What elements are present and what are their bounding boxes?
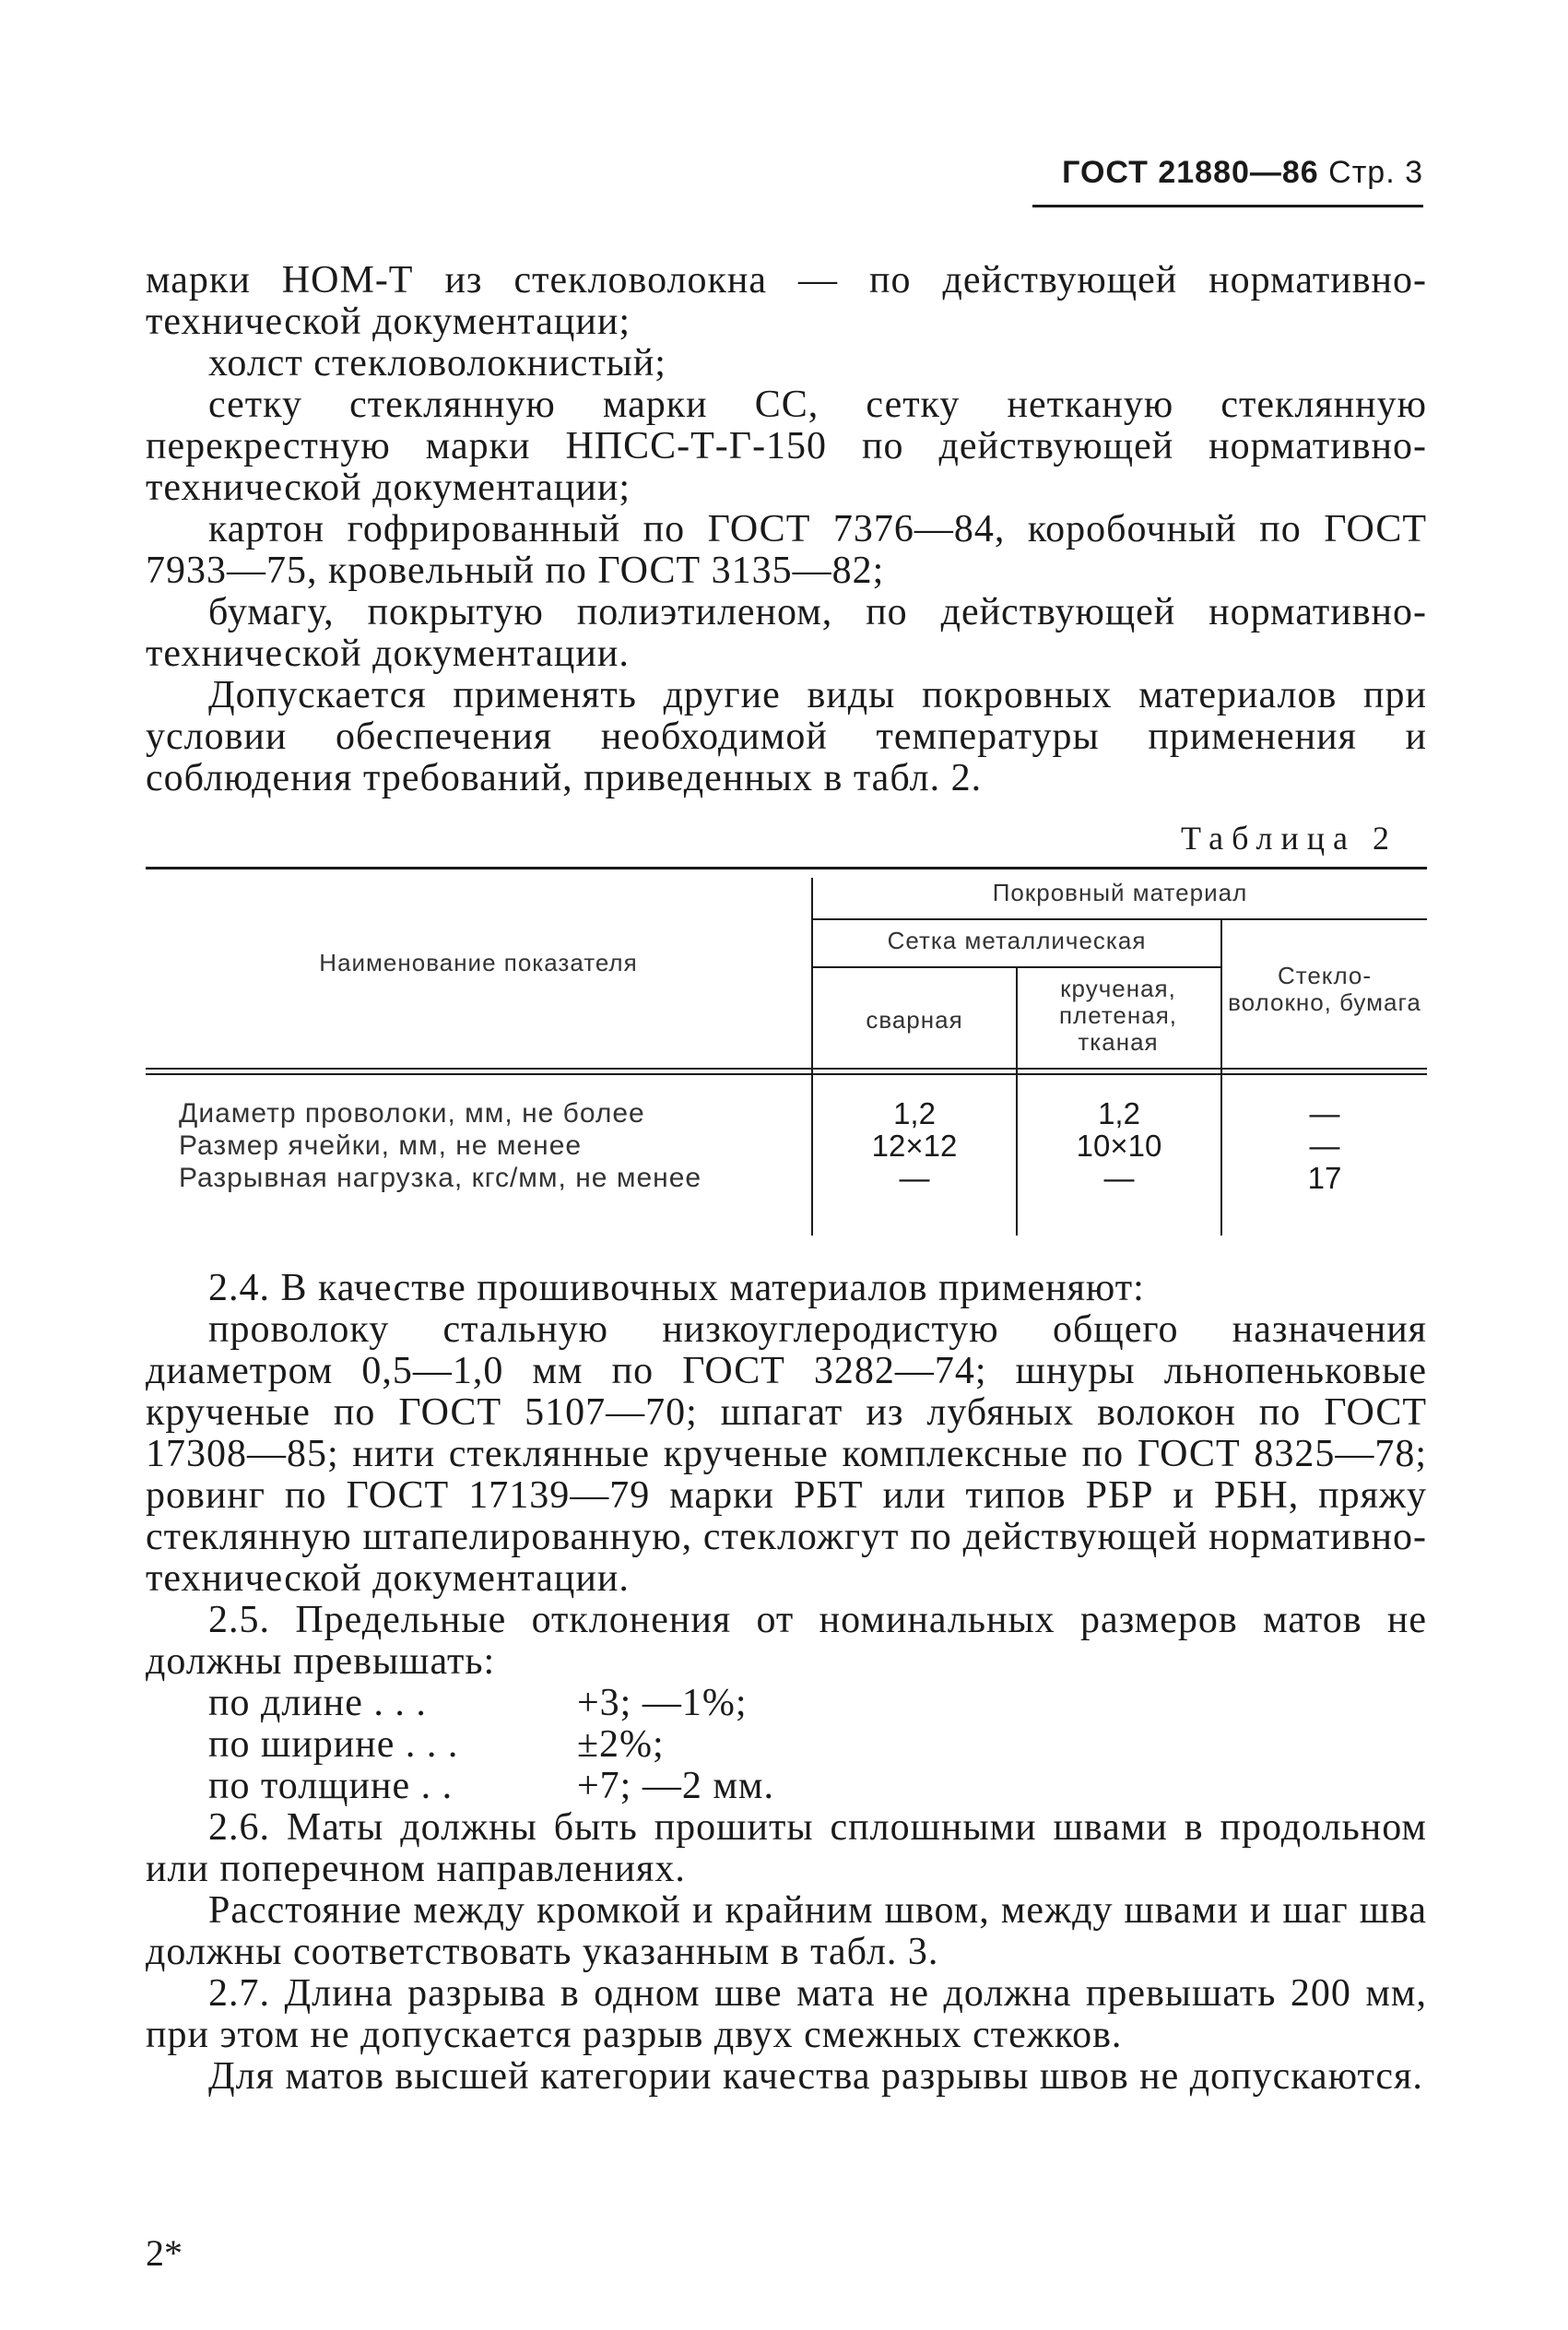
paragraph: марки НОМ-Т из стекловолокна — по действующей нормативно-технической документации; [146,259,1427,343]
cell: — [1309,1096,1340,1130]
row-label: Разрывная нагрузка, кгс/мм, не менее [179,1163,702,1193]
cell: 10×10 [1076,1129,1162,1163]
cell: — [899,1161,930,1195]
cell: 17 [1307,1161,1342,1195]
paragraph: Расстояние между кромкой и крайним швом, между швами и шаг шва должны соответствовать указанным в табл. 3. [146,1889,1427,1973]
paragraph-2-5: 2.5. Предельные отклонения от номинальных размеров матов не должны превышать: [146,1599,1427,1683]
tolerance-label: по длине . . . [208,1682,427,1724]
paragraph: проволоку стальную низкоуглеродистую общего назначения диаметром 0,5—1,0 мм по ГОСТ 3282—74; шнуры льнопеньковые крученые по ГОСТ 5107—70; шпагат из лубяных волокон по ГОСТ 17308—85; нити стеклянные крученые комплексные по ГОСТ 8325—78; ровинг по ГОСТ 17139—79 марки РБТ или типов РБР и РБН, пряжу стеклянную штапелированную, стекложгут по действующей нормативно-технической документации. [146,1308,1427,1600]
document-id: ГОСТ 21880—86 [1062,155,1319,190]
cell: 1,2 [893,1096,936,1130]
tolerance-label: по ширине . . . [208,1723,459,1766]
page-number: Стр. 3 [1328,155,1423,190]
row-label: Диаметр проволоки, мм, не более [179,1098,645,1129]
paragraph: Допускается применять другие виды покровных материалов при условии обеспечения необходимой температуры применения и соблюдения требований, приведенных в табл. 2. [146,674,1427,799]
cell: — [1309,1129,1340,1163]
table-rule-cover [813,918,1427,920]
paragraph: холст стекловолокнистый; [208,342,666,384]
cell: — [1103,1161,1135,1195]
paragraph: сетку стеклянную марки СС, сетку нетканую стеклянную перекрестную марки НПСС-Т-Г-150 по действующей нормативно-технической документации; [146,384,1427,509]
header-twisted: крученая, плетеная, тканая [1058,975,1178,1056]
tolerance-value: +3; —1%; [577,1682,748,1724]
tolerance-thickness [146,1766,1427,1807]
paragraph: картон гофрированный по ГОСТ 7376—84, коробочный по ГОСТ 7933—75, кровельный по ГОСТ 3135—82; [146,508,1427,592]
header-welded: сварная [866,1006,963,1034]
tolerance-value: ±2%; [577,1723,665,1766]
page-header [1032,155,1423,191]
table-top-rule [146,867,1427,869]
paragraph: Для матов высшей категории качества разрывы швов не допускаются. [208,2055,1423,2098]
header-rule [1032,205,1423,207]
tolerance-length [146,1683,1427,1724]
header-cover-material: Покровный материал [992,879,1248,906]
table-caption: Таблица 2 [1181,820,1397,857]
paragraph-2-6: 2.6. Маты должны быть прошиты сплошными швами в продольном или поперечном направлениях. [146,1806,1427,1890]
requirements-text [146,1268,1427,2098]
tolerance-value: +7; —2 мм. [577,1765,775,1807]
header-metal-mesh: Сетка металлическая [887,927,1147,954]
table-header-rule [146,1068,1427,1070]
paragraph-2-4: 2.4. В качестве прошивочных материалов применяют: [208,1267,1145,1309]
cell: 1,2 [1098,1096,1140,1130]
paragraph-2-7: 2.7. Длина разрыва в одном шве мата не должна превышать 200 мм, при этом не допускается разрыв двух смежных стежков. [146,1972,1427,2056]
row-label: Размер ячейки, мм, не менее [179,1130,583,1161]
tolerance-label: по толщине . . [208,1765,454,1807]
header-glass: Стекло-волокно, бумага [1228,962,1421,1016]
tolerance-width [146,1724,1427,1766]
header-indicator: Наименование показателя [319,949,638,976]
materials-list [146,260,1427,799]
paragraph: бумагу, покрытую полиэтиленом, по действующей нормативно-технической документации. [146,591,1427,675]
cell: 12×12 [871,1129,958,1163]
signature-mark: 2* [146,2232,183,2274]
table-header-rule-2 [146,1073,1427,1075]
table-2 [146,867,1427,1236]
